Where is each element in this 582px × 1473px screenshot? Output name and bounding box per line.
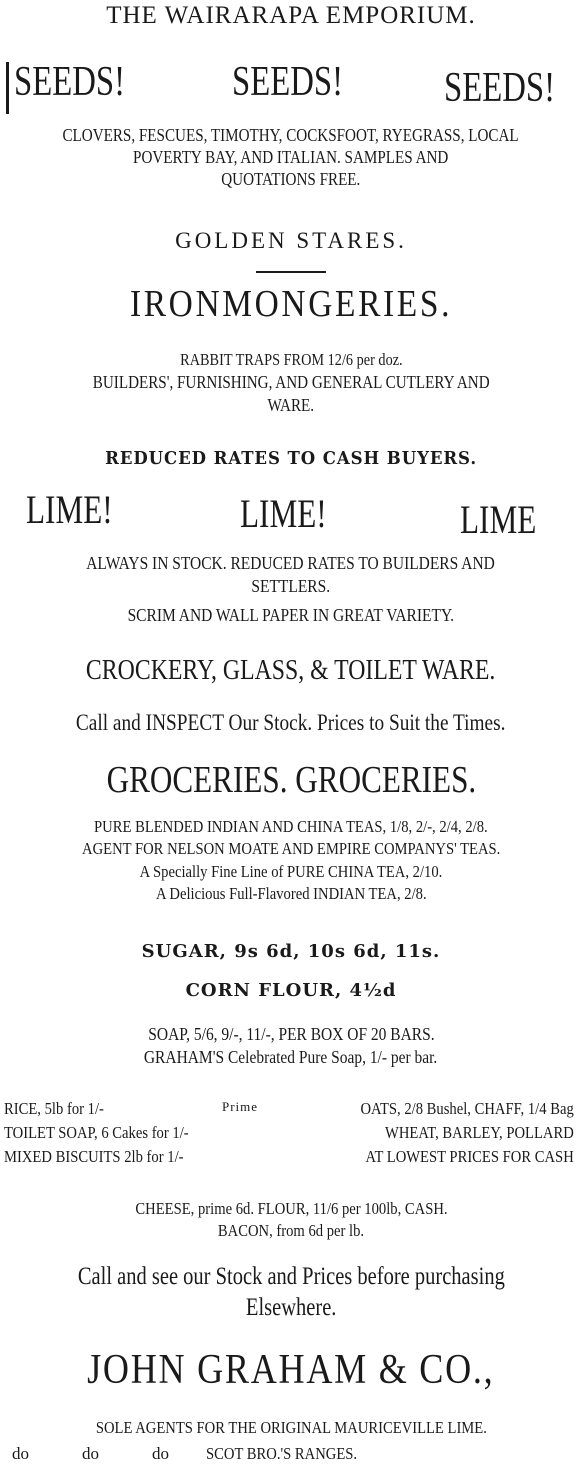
- list-left-item: RICE, 5lb for 1/-: [4, 1099, 104, 1118]
- list-left-item: TOILET SOAP, 6 Cakes for 1/-: [4, 1123, 189, 1142]
- soap-line-1: SOAP, 5/6, 9/-, 11/-, PER BOX OF 20 BARS.: [147, 1024, 435, 1044]
- list-left-column: [4, 1097, 189, 1169]
- lime-line-3: SCRIM AND WALL PAPER IN GREAT VARIETY.: [127, 605, 455, 625]
- seeds-line-2: POVERTY BAY, AND ITALIAN. SAMPLES AND: [133, 147, 449, 167]
- callsee-line-1: Call and see our Stock and Prices before purchasing: [77, 1263, 505, 1290]
- header-title: THE WAIRARAPA EMPORIUM.: [106, 2, 476, 29]
- seeds-line-1: CLOVERS, FESCUES, TIMOTHY, COCKSFOOT, RYEGRASS, LOCAL: [62, 125, 520, 145]
- seeds-word-3: SEEDS!: [444, 65, 556, 111]
- agents-line-2: SCOT BRO.'S RANGES.: [206, 1444, 358, 1463]
- lime-line-1: ALWAYS IN STOCK. REDUCED RATES TO BUILDERS AND: [86, 553, 496, 573]
- lime-word-1: LIME!: [26, 487, 113, 532]
- cornflour-line: CORN FLOUR, 4½d: [185, 980, 397, 1001]
- list-right-item: AT LOWEST PRICES FOR CASH: [365, 1147, 574, 1166]
- seeds-word-2: SEEDS!: [232, 59, 344, 105]
- cheese-line-2: BACON, from 6d per lb.: [217, 1221, 365, 1240]
- soap-line-2: GRAHAM'S Celebrated Pure Soap, 1/- per bar.: [144, 1047, 438, 1067]
- list-right-item: OATS, 2/8 Bushel, CHAFF, 1/4 Bag: [360, 1099, 574, 1118]
- ironmongeries-title: IRONMONGERIES.: [129, 283, 453, 325]
- groceries-line-4: A Delicious Full-Flavored INDIAN TEA, 2/8.: [155, 884, 427, 903]
- groceries-line-1: PURE BLENDED INDIAN AND CHINA TEAS, 1/8, 2/-, 2/4, 2/8.: [94, 817, 488, 836]
- ditto-mark: do: [12, 1444, 29, 1463]
- ironmongeries-line-3: WARE.: [267, 395, 315, 415]
- list-left-item: MIXED BISCUITS 2lb for 1/-: [4, 1147, 184, 1166]
- ironmongeries-line-2: BUILDERS', FURNISHING, AND GENERAL CUTLERY AND: [92, 372, 490, 392]
- groceries-title: GROCERIES. GROCERIES.: [106, 759, 476, 801]
- cheese-line-1: CHEESE, prime 6d. FLOUR, 11/6 per 100lb, CASH.: [134, 1199, 448, 1218]
- ironmongeries-line-1: RABBIT TRAPS FROM 12/6 per doz.: [179, 350, 403, 369]
- seeds-line-3: QUOTATIONS FREE.: [221, 169, 361, 189]
- ditto-mark: do: [152, 1444, 169, 1463]
- list-prime-label: Prime: [222, 1099, 259, 1114]
- ditto-mark: do: [82, 1444, 99, 1463]
- lime-word-3: LIME: [460, 497, 537, 542]
- left-rule: [6, 62, 9, 114]
- groceries-line-2: AGENT FOR NELSON MOATE AND EMPIRE COMPANYS' TEAS.: [81, 839, 501, 858]
- sugar-line: SUGAR, 9s 6d, 10s 6d, 11s.: [141, 941, 441, 962]
- reduced-rates: REDUCED RATES TO CASH BUYERS.: [105, 448, 477, 469]
- list-right-column: [302, 1097, 574, 1169]
- golden-stares: GOLDEN STARES.: [175, 228, 407, 253]
- agents-line-1: SOLE AGENTS FOR THE ORIGINAL MAURICEVILLE LIME.: [95, 1418, 487, 1437]
- inspect-line: Call and INSPECT Our Stock. Prices to Suit the Times.: [76, 710, 506, 735]
- firm-name: JOHN GRAHAM & CO.,: [87, 1347, 495, 1393]
- lime-line-2: SETTLERS.: [251, 576, 331, 596]
- divider-rule: [256, 271, 326, 273]
- groceries-line-3: A Specially Fine Line of PURE CHINA TEA, 2/10.: [139, 862, 443, 881]
- crockery-heading: CROCKERY, GLASS, & TOILET WARE.: [86, 654, 496, 686]
- callsee-line-2: Elsewhere.: [245, 1294, 337, 1321]
- list-right-item: WHEAT, BARLEY, POLLARD: [385, 1123, 574, 1142]
- seeds-word-1: SEEDS!: [14, 59, 126, 105]
- lime-word-2: LIME!: [240, 491, 327, 536]
